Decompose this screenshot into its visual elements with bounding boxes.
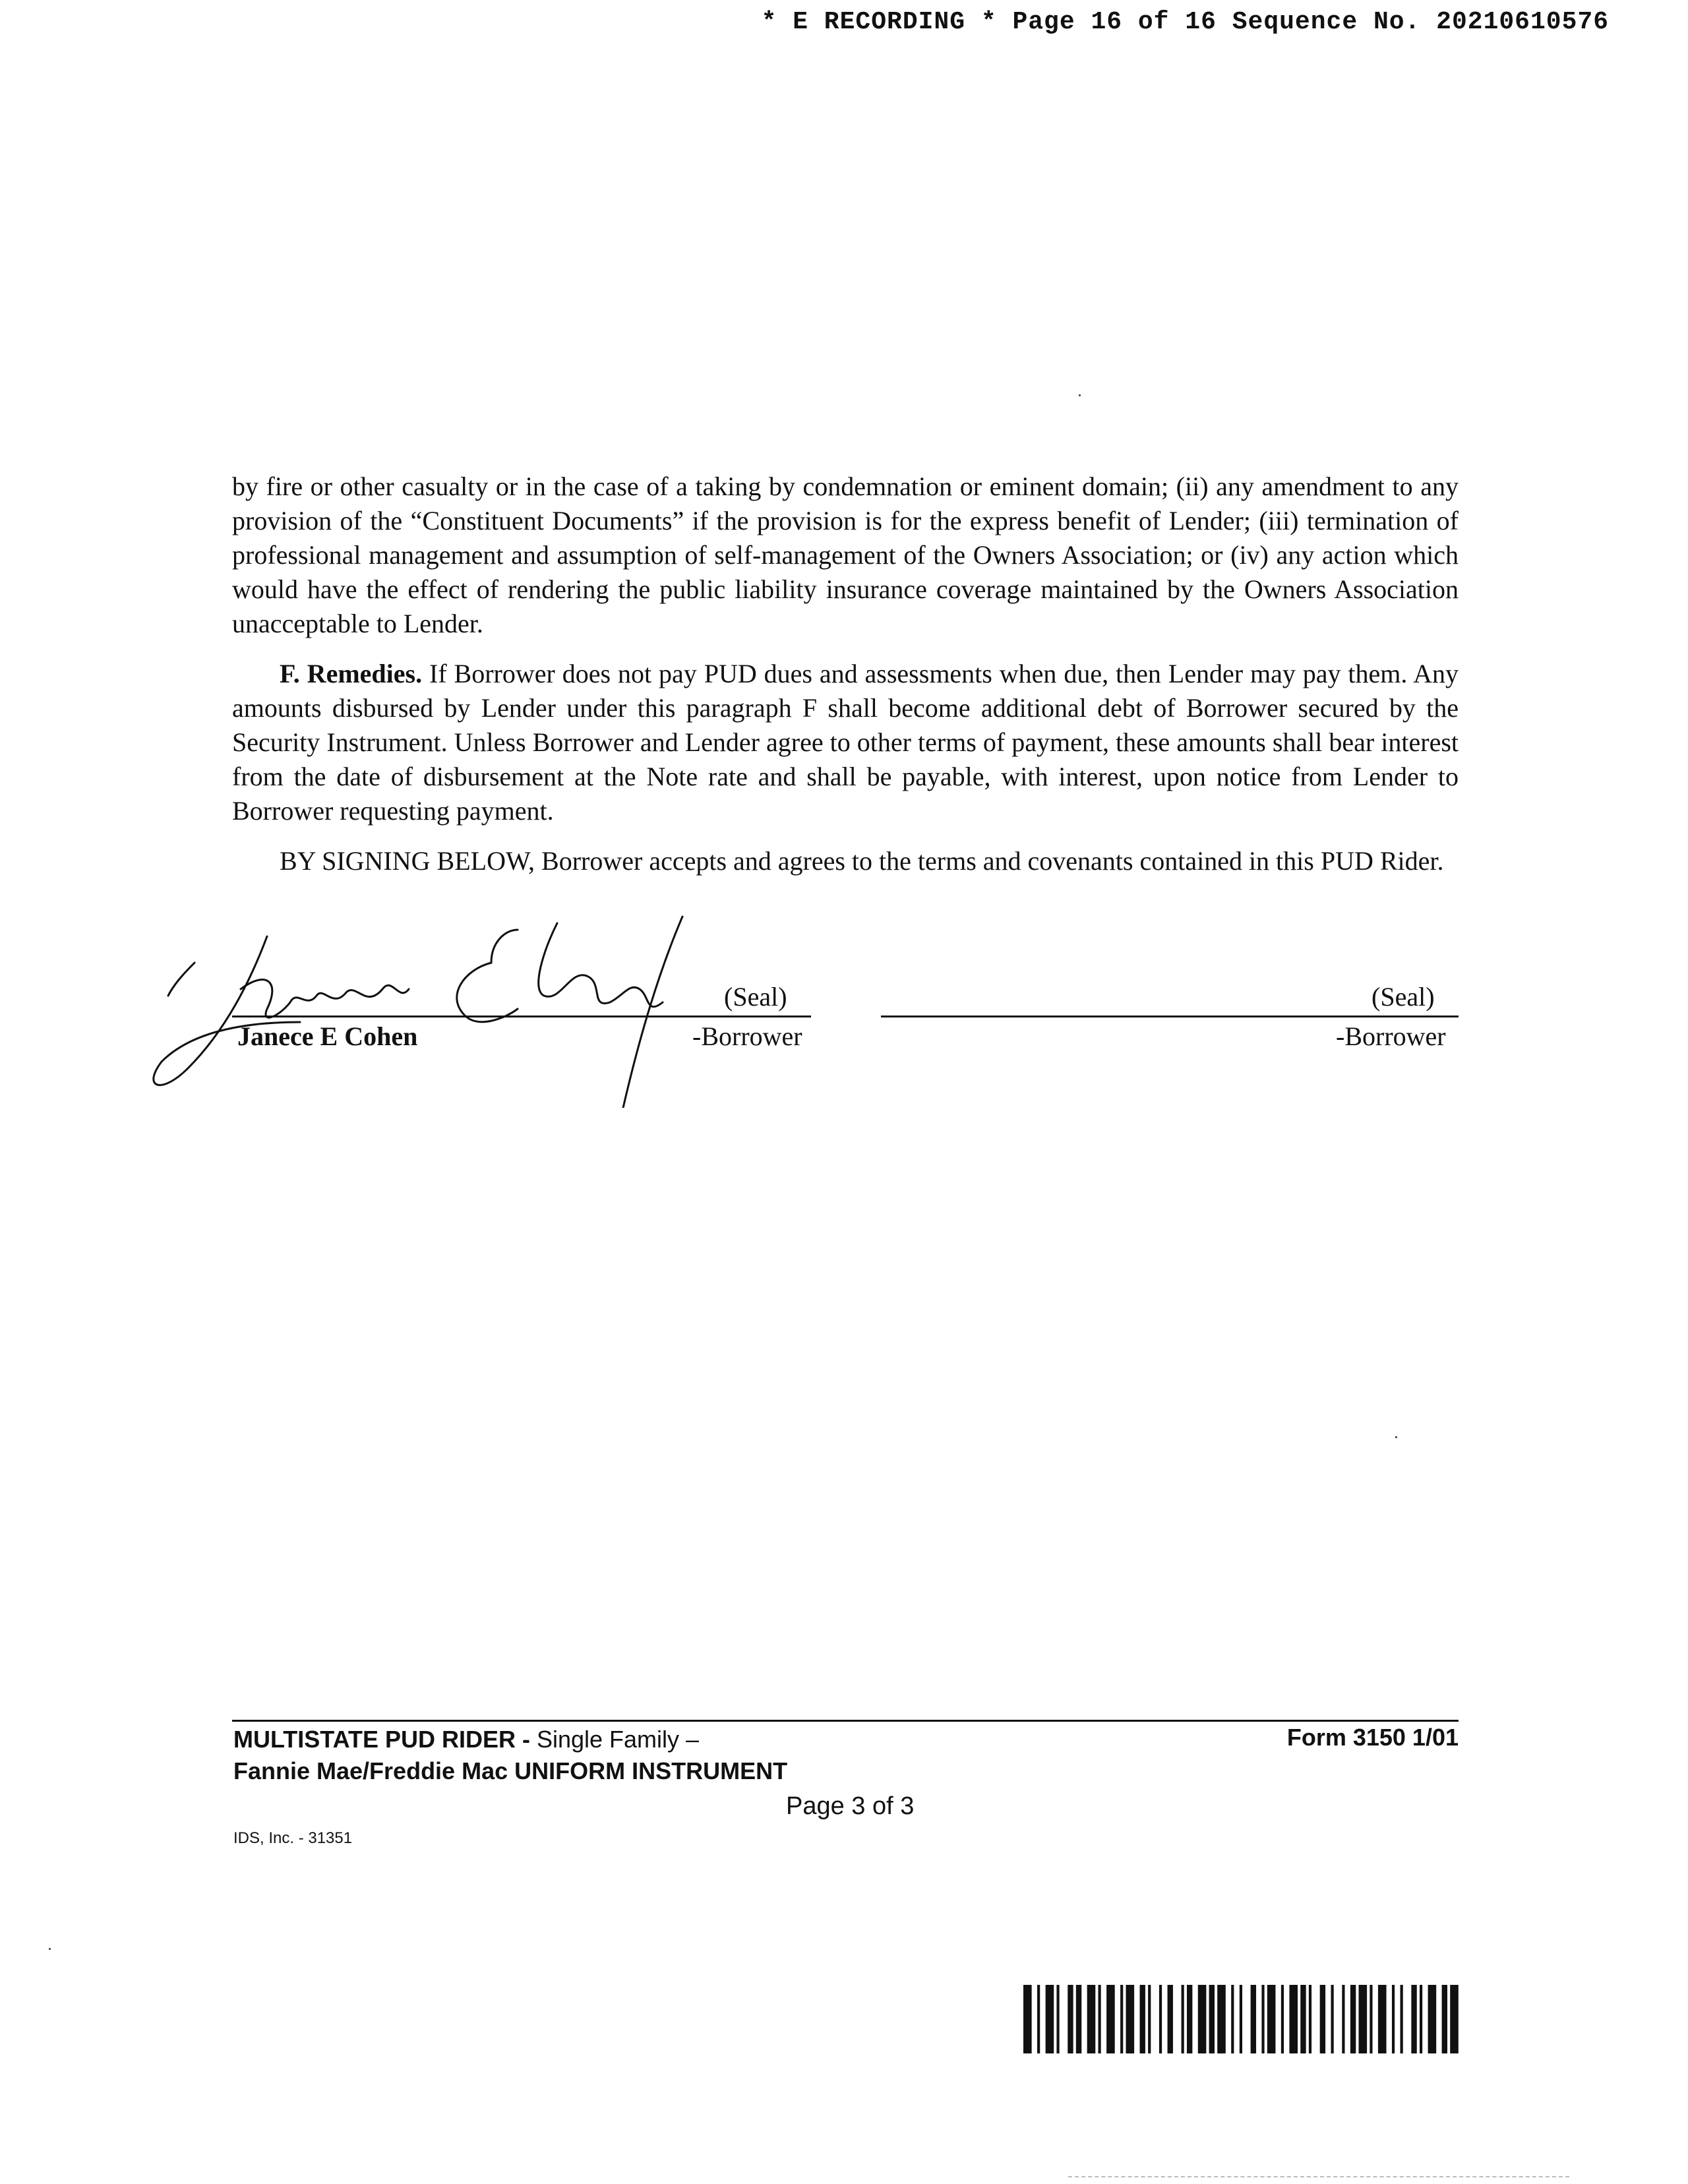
barcode-bar bbox=[1187, 1985, 1192, 2053]
barcode-bar bbox=[1309, 1985, 1311, 2053]
barcode-bar bbox=[1217, 1985, 1226, 2053]
barcode-bar bbox=[1289, 1985, 1298, 2053]
barcode-bar bbox=[1261, 1985, 1264, 2053]
barcode-bar bbox=[1126, 1985, 1134, 2053]
barcode-bar bbox=[1037, 1985, 1040, 2053]
barcode-bar bbox=[1420, 1985, 1422, 2053]
footer-rule bbox=[232, 1720, 1459, 1722]
barcode-bar bbox=[1401, 1985, 1403, 2053]
barcode-bar bbox=[1370, 1985, 1372, 2053]
remedies-heading: F. Remedies. bbox=[280, 659, 423, 688]
borrower-role-1: -Borrower bbox=[692, 1021, 802, 1051]
barcode-bar bbox=[1411, 1985, 1416, 2053]
barcode-bar bbox=[1148, 1985, 1151, 2053]
footer-title-regular: Single Family – bbox=[529, 1726, 700, 1753]
barcode-bar bbox=[1182, 1985, 1184, 2053]
recording-header: * E RECORDING * Page 16 of 16 Sequence No. 20210610576 bbox=[761, 8, 1609, 36]
barcode-bar bbox=[1087, 1985, 1096, 2053]
barcode-bar bbox=[1076, 1985, 1081, 2053]
barcode-bar bbox=[1281, 1985, 1284, 2053]
scan-speck bbox=[49, 1948, 51, 1950]
barcode-bar bbox=[1168, 1985, 1173, 2053]
signature-line-1 bbox=[232, 1016, 811, 1017]
barcode-bar bbox=[1023, 1985, 1032, 2053]
paragraph-continuation: by fire or other casualty or in the case of a taking by condemnation or eminent domain; (ii) any amendment to any provision of the “Constituent Documents” if the provision is for the express benefit of Lender; (iii) termination of professional management and assumption of self-management of the Owners Association; or (iv) any action which would have the effect of rendering the public liability insurance coverage maintained by the Owners Association unacceptable to Lender. bbox=[232, 471, 1459, 638]
paragraph-remedies bbox=[232, 657, 1459, 828]
barcode-bar bbox=[1359, 1985, 1368, 2053]
barcode-bar bbox=[1106, 1985, 1115, 2053]
scan-speck bbox=[1079, 394, 1081, 396]
footer-title bbox=[233, 1724, 787, 1787]
barcode bbox=[1023, 1985, 1461, 2053]
barcode-bar bbox=[1428, 1985, 1437, 2053]
rider-body bbox=[232, 470, 1459, 894]
form-number: Form 3150 1/01 bbox=[1286, 1724, 1459, 1751]
signing-statement: BY SIGNING BELOW, Borrower accepts and agrees to the terms and covenants contained in this PUD Rider. bbox=[280, 846, 1444, 876]
barcode-bar bbox=[1098, 1985, 1100, 2053]
scan-edge bbox=[1068, 2176, 1569, 2177]
barcode-bar bbox=[1392, 1985, 1395, 2053]
page-number: Page 3 of 3 bbox=[786, 1792, 915, 1820]
barcode-bar bbox=[1442, 1985, 1447, 2053]
barcode-bar bbox=[1378, 1985, 1387, 2053]
barcode-bar bbox=[1120, 1985, 1123, 2053]
barcode-bar bbox=[1056, 1985, 1059, 2053]
barcode-bar bbox=[1251, 1985, 1256, 2053]
barcode-bar bbox=[1140, 1985, 1145, 2053]
barcode-bar bbox=[1450, 1985, 1459, 2053]
seal-label-1: (Seal) bbox=[724, 982, 787, 1012]
barcode-bar bbox=[1331, 1985, 1333, 2053]
borrower-role-2: -Borrower bbox=[1336, 1021, 1446, 1051]
barcode-bar bbox=[1231, 1985, 1234, 2053]
remedies-text: If Borrower does not pay PUD dues and assessments when due, then Lender may pay them. Any amounts disbursed by Lender under this paragraph F shall become additional debt of Borrower secured by the Security Instrument. Unless Borrower and Lender agree to other terms of payment, these amounts shall bear interest from the date of disbursement at the Note rate and shall be payable, with interest, upon notice from Lender to Borrower requesting payment. bbox=[232, 659, 1459, 826]
signature-line-2 bbox=[881, 1016, 1459, 1017]
barcode-bar bbox=[1342, 1985, 1344, 2053]
scan-speck bbox=[1395, 1436, 1397, 1438]
footer-title-bold: MULTISTATE PUD RIDER - bbox=[233, 1726, 530, 1753]
barcode-bar bbox=[1240, 1985, 1242, 2053]
barcode-bar bbox=[1068, 1985, 1073, 2053]
borrower-name: Janece E Cohen bbox=[237, 1021, 418, 1051]
footer-title-line2: Fannie Mae/Freddie Mac UNIFORM INSTRUMENT bbox=[233, 1757, 788, 1784]
barcode-bar bbox=[1300, 1985, 1306, 2053]
barcode-bar bbox=[1320, 1985, 1325, 2053]
seal-label-2: (Seal) bbox=[1372, 982, 1435, 1012]
ids-code: IDS, Inc. - 31351 bbox=[233, 1829, 353, 1847]
barcode-bar bbox=[1198, 1985, 1207, 2053]
barcode-bar bbox=[1350, 1985, 1356, 2053]
barcode-bar bbox=[1159, 1985, 1162, 2053]
borrower-signature bbox=[148, 910, 742, 1108]
barcode-bar bbox=[1267, 1985, 1276, 2053]
barcode-bar bbox=[1046, 1985, 1054, 2053]
barcode-bar bbox=[1209, 1985, 1215, 2053]
